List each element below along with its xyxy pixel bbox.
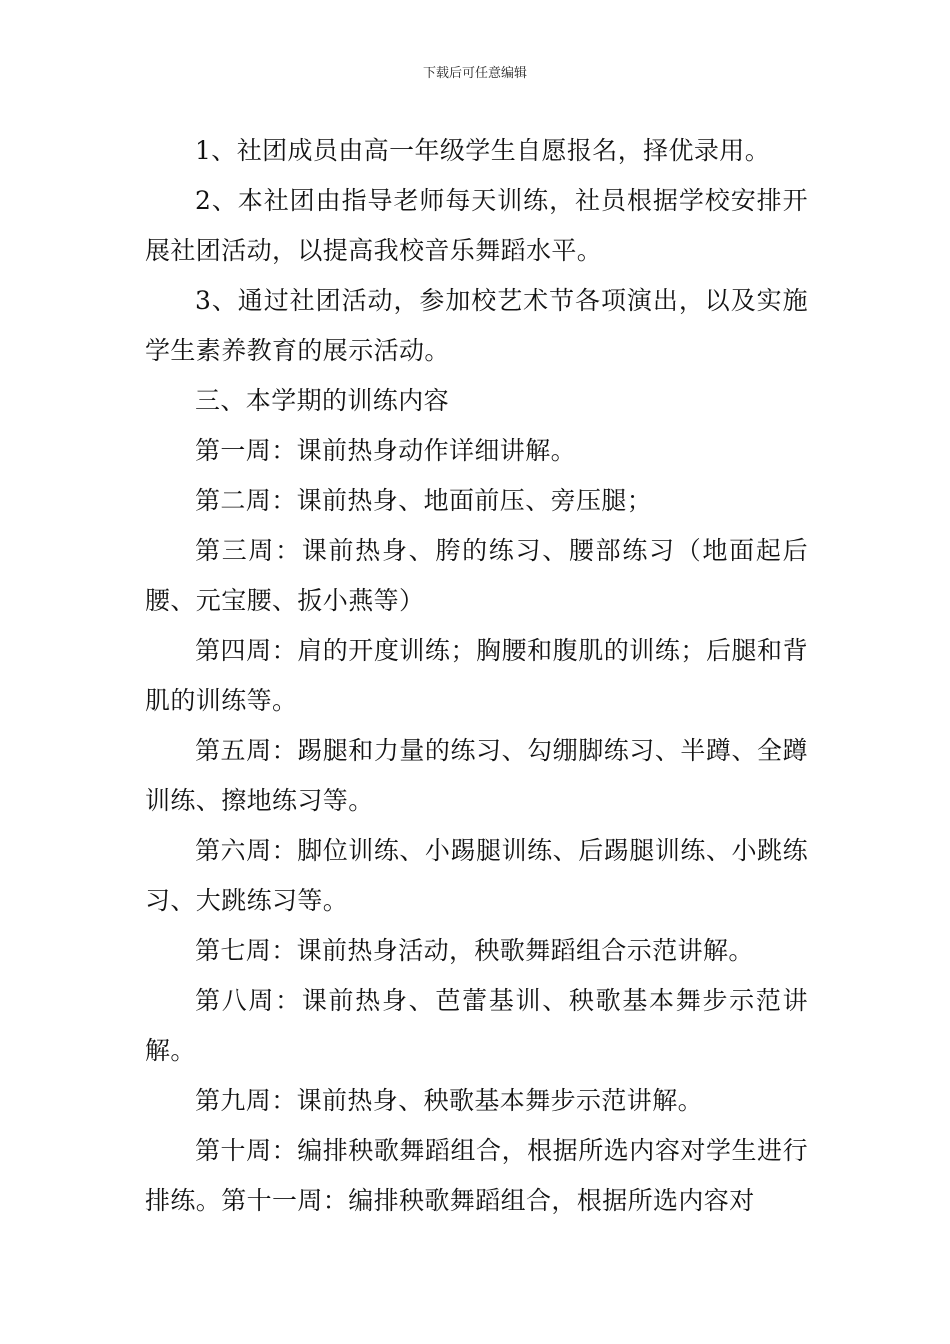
paragraph-week-9: 第九周：课前热身、秧歌基本舞步示范讲解。 [195, 1086, 704, 1115]
paragraph-week-1: 第一周：课前热身动作详细讲解。 [195, 436, 577, 465]
paragraph-week-3: 第三周：课前热身、胯的练习、腰部练习（地面起后腰、元宝腰、扳小燕等） [145, 536, 808, 615]
paragraph-member-recruitment: 1、社团成员由高一年级学生自愿报名，择优录用。 [195, 136, 771, 165]
paragraph-week-6: 第六周：脚位训练、小踢腿训练、后踢腿训练、小跳练习、大跳练习等。 [145, 836, 808, 915]
paragraph-performances: 3、通过社团活动，参加校艺术节各项演出，以及实施学生素养教育的展示活动。 [145, 286, 808, 365]
paragraph-week-7: 第七周：课前热身活动，秧歌舞蹈组合示范讲解。 [195, 936, 754, 965]
paragraph-week-5: 第五周：踢腿和力量的练习、勾绷脚练习、半蹲、全蹲训练、擦地练习等。 [145, 736, 808, 815]
paragraph-week-4: 第四周：肩的开度训练；胸腰和腹肌的训练；后腿和背肌的训练等。 [145, 636, 808, 715]
document-body [145, 126, 808, 1226]
page-header-note: 下载后可任意编辑 [422, 66, 527, 81]
paragraph-week-10-11: 第十周：编排秧歌舞蹈组合，根据所选内容对学生进行排练。第十一周：编排秧歌舞蹈组合，根据所选内容对 [145, 1136, 808, 1215]
paragraph-week-8: 第八周：课前热身、芭蕾基训、秧歌基本舞步示范讲解。 [145, 986, 808, 1065]
paragraph-week-2: 第二周：课前热身、地面前压、旁压腿； [195, 486, 653, 515]
paragraph-daily-training: 2、本社团由指导老师每天训练，社员根据学校安排开展社团活动，以提高我校音乐舞蹈水平。 [145, 186, 808, 265]
section-heading-training-content: 三、本学期的训练内容 [195, 386, 450, 415]
